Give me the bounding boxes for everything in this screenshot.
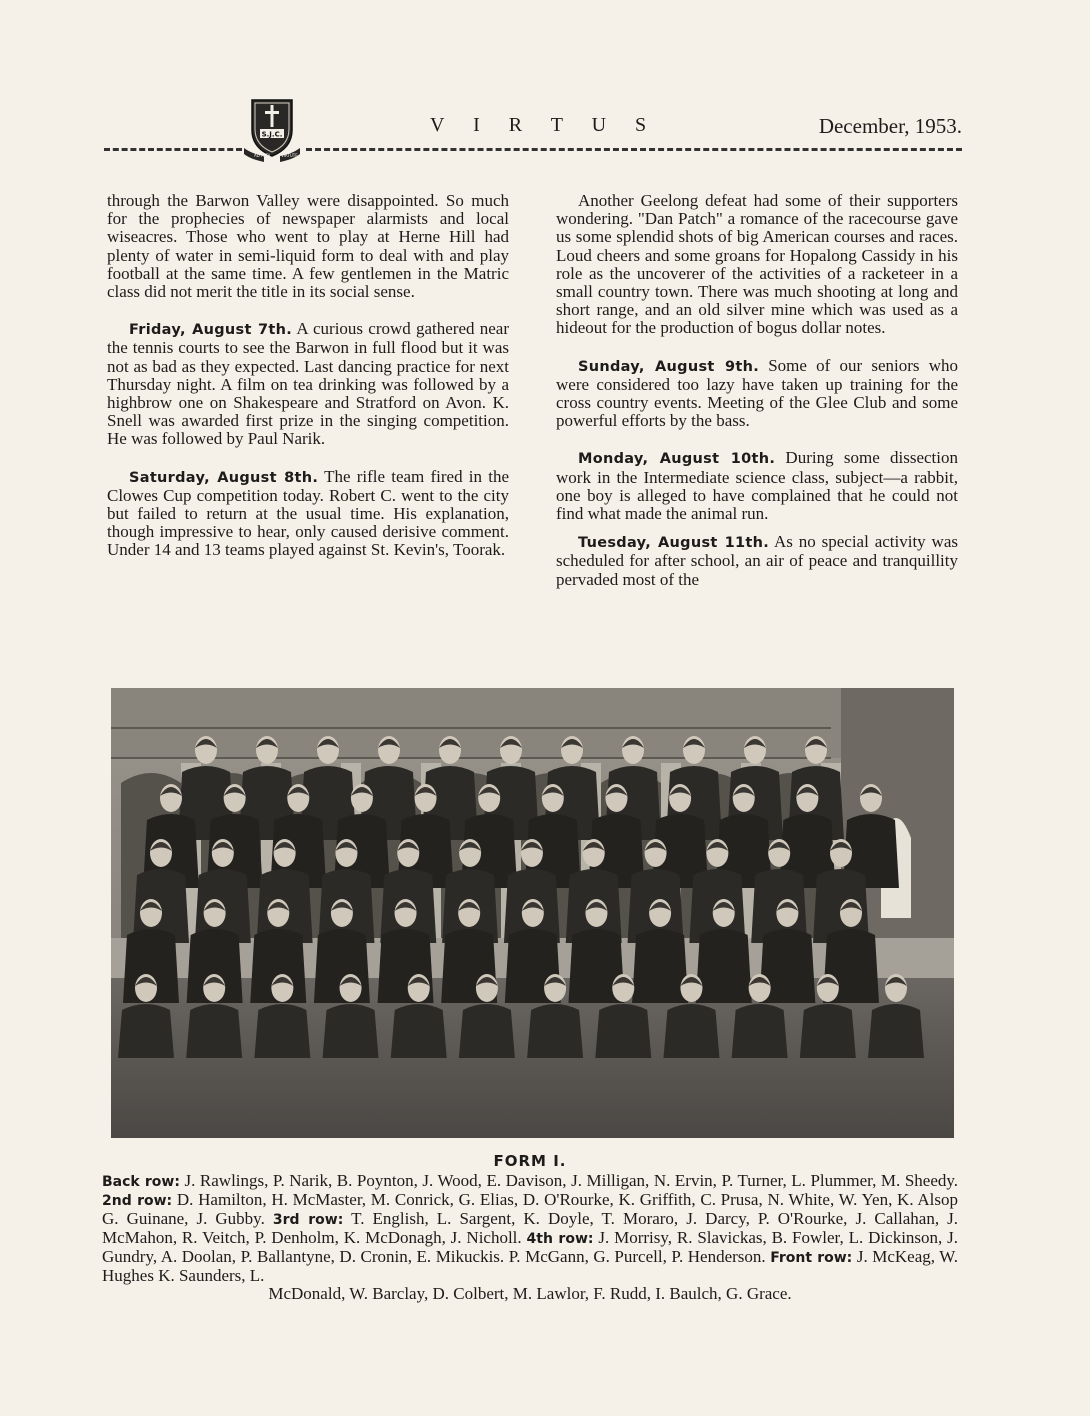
entry-text: As no special activity was scheduled for after school, an air of peace and tranquillity pervaded most of the bbox=[556, 532, 958, 589]
student-body bbox=[323, 1004, 379, 1058]
entry-text: Some of our seniors who were considered too lazy have taken up training for the cross country events. Meeting of the Glee Club and some powerful efforts by the bass. bbox=[556, 355, 958, 431]
entry-date: Monday, August 10th. bbox=[578, 451, 776, 468]
student-body bbox=[663, 1004, 719, 1058]
front-row-names: J. McKeag, W. Hughes K. Saunders, L. bbox=[102, 1247, 958, 1285]
back-row-label: Back row: bbox=[102, 1174, 180, 1190]
left-column bbox=[107, 192, 509, 579]
student-body bbox=[800, 1004, 856, 1058]
student-body bbox=[186, 1004, 242, 1058]
svg-text:S.J.C.: S.J.C. bbox=[261, 130, 283, 139]
page-header bbox=[0, 0, 1090, 175]
header-rule-right bbox=[306, 148, 962, 151]
right-column bbox=[556, 192, 958, 608]
front-row-label: Front row: bbox=[770, 1250, 853, 1266]
student-body bbox=[118, 1004, 174, 1058]
header-rule-left bbox=[104, 148, 242, 151]
fourth-row-names: J. Morrisy, R. Slavickas, B. Fowler, L. Dickinson, J. Gundry, A. Doolan, P. Ballantyne, D. Cronin, E. Mikuckis. P. McGann, G. Purcell, P. Henderson. bbox=[102, 1228, 959, 1266]
third-row-label: 3rd row: bbox=[272, 1212, 344, 1228]
diary-entry bbox=[107, 320, 509, 448]
fourth-row-label: 4th row: bbox=[526, 1231, 594, 1247]
student-body bbox=[595, 1004, 651, 1058]
diary-entry bbox=[556, 192, 958, 338]
entry-text: A curious crowd gathered near the tennis courts to see the Barwon in full flood but it was not as bad as they expected. Last dancing practice for next Thursday night. A film on tea drinking was followed by a highbrow one on Shakespeare and Stratford on Avon. K. Snell was awarded first prize in the singing competition. He was followed by Paul Narik. bbox=[107, 319, 510, 449]
second-row-label: 2nd row: bbox=[102, 1193, 173, 1209]
photo-caption bbox=[102, 1152, 958, 1303]
entry-date: Sunday, August 9th. bbox=[578, 358, 759, 375]
entry-date: Tuesday, August 11th. bbox=[578, 535, 770, 552]
diary-entry bbox=[556, 357, 958, 431]
second-row-names: D. Hamilton, H. McMaster, M. Conrick, G. Elias, D. O'Rourke, K. Griffith, C. Prusa, N. White, W. Yen, K. Alsop G. Guinane, J. Gubby. bbox=[102, 1190, 958, 1228]
diary-entry bbox=[556, 533, 958, 589]
diary-entry bbox=[107, 468, 509, 560]
back-row-names: J. Rawlings, P. Narik, B. Poynton, J. Wood, E. Davison, J. Milligan, N. Ervin, P. Turner, L. Plummer, M. Sheedy. bbox=[184, 1171, 959, 1190]
student-body bbox=[254, 1004, 310, 1058]
entry-date: Saturday, August 8th. bbox=[129, 469, 319, 486]
student-body bbox=[527, 1004, 583, 1058]
class-photo-image bbox=[111, 688, 954, 1138]
diary-entry bbox=[107, 192, 509, 301]
front-row-names-continued: McDonald, W. Barclay, D. Colbert, M. Lawlor, F. Rudd, I. Baulch, G. Grace. bbox=[268, 1284, 792, 1303]
diary-entry bbox=[556, 449, 958, 523]
student-body bbox=[632, 929, 688, 1003]
entry-text: Another Geelong defeat had some of their supporters wondering. "Dan Patch" a romance of the racecourse gave us some splendid shots of big American courses and races. Loud cheers and some groans for Hopalong Cassidy in his role as the uncoverer of the activities of a racketeer in a small country town. There was much shooting at long and short range, and an old silver mine which was used as a hideout for the production of bogus dollar notes. bbox=[556, 191, 958, 338]
entry-date: Friday, August 7th. bbox=[129, 322, 293, 339]
student-body bbox=[391, 1004, 447, 1058]
magazine-title: V I R T U S bbox=[430, 114, 659, 136]
student-body bbox=[732, 1004, 788, 1058]
caption-title: FORM I. bbox=[493, 1152, 567, 1170]
entry-text: The rifle team fired in the Clowes Cup competition today. Robert C. went to the city but failed to return at the usual time. His explanation, though impressive to hear, only caused derisive comment. Under 14 and 13 teams played against St. Kevin's, Toorak. bbox=[107, 466, 509, 560]
entry-text: through the Barwon Valley were disappointed. So much for the prophecies of newspaper alarmists and local wiseacres. Those who went to play at Herne Hill had plenty of water in semi-liquid form to deal with and play football at the same time. A few gentlemen in the Matric class did not merit the title in its social sense. bbox=[107, 191, 509, 302]
student-body bbox=[868, 1004, 924, 1058]
svg-text:AD ALTA: AD ALTA bbox=[254, 153, 271, 158]
third-row-names: T. English, L. Sargent, K. Doyle, T. Moraro, J. Darcy, P. O'Rourke, J. Callahan, J. McMahon, R. Veitch, P. Denholm, K. McDonagh, J. Nicholl. bbox=[102, 1209, 958, 1247]
entry-text: During some dissection work in the Intermediate science class, subject—a rabbit, one boy is alleged to have complained that he could not find what made the animal run. bbox=[556, 448, 958, 524]
svg-text:VIRTUTE: VIRTUTE bbox=[281, 153, 298, 158]
school-crest-icon bbox=[244, 96, 300, 162]
class-photograph bbox=[111, 688, 954, 1138]
student-body bbox=[696, 929, 752, 1003]
issue-date: December, 1953. bbox=[818, 114, 962, 138]
student-body bbox=[459, 1004, 515, 1058]
